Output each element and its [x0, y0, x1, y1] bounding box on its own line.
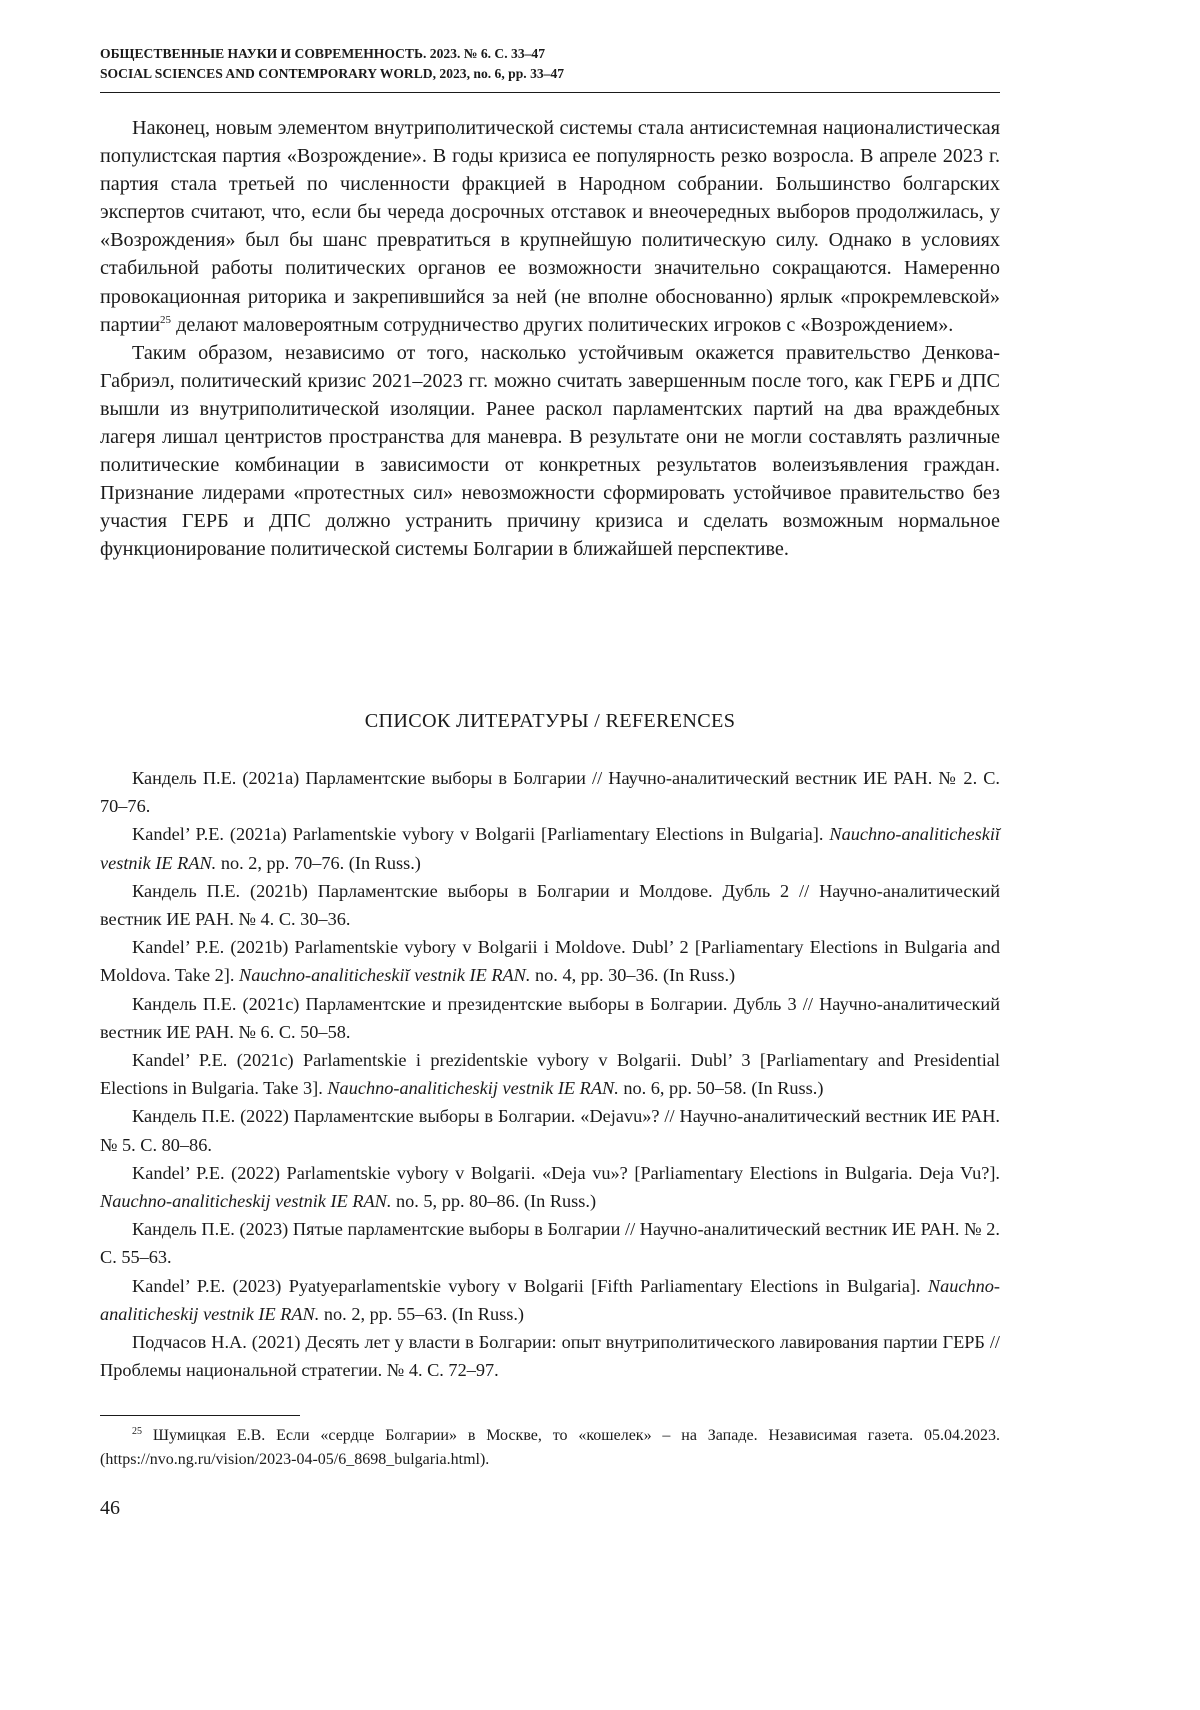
footnote-text: Шумицкая Е.В. Если «сердце Болгарии» в Москве, то «кошелек» – на Западе. Независимая газета. 05.04.2023. (https://nvo.ng.ru/vision/2023-04-05/6_8698_bulgaria.html). — [100, 1427, 1000, 1468]
body-paragraph-1 — [100, 114, 1000, 339]
reference-entry — [100, 820, 1000, 876]
para1-text-b: делают маловероятным сотрудничество других политических игроков с «Возрождением». — [171, 313, 954, 336]
body-paragraph-2: Таким образом, независимо от того, насколько устойчивым окажется правительство Денкова-Габриэл, политический кризис 2021–2023 гг. можно считать завершенным после того, как ГЕРБ и ДПС вышли из внутриполитической изоляции. Ранее раскол парламентских партий на два враждебных лагеря лишал центристов пространства для маневра. В результате они не могли составлять различные политические комбинации в зависимости от конкретных результатов волеизъявления граждан. Признание лидерами «протестных сил» невозможности сформировать устойчивое правительство без участия ГЕРБ и ДПС должно устранить причину кризиса и сделать возможным нормальное функционирование политической системы Болгарии в ближайшей перспективе. — [100, 341, 1000, 561]
reference-text: Kandel’ P.E. (2021b) Parlamentskie vybory v Bolgarii i Moldove. Dubl’ 2 [Parliamentary Elections in Bulgaria and Moldova. Take 2]. — [100, 937, 1000, 986]
running-header — [100, 44, 1000, 84]
article-body — [100, 114, 1000, 564]
footnote-ref[interactable]: 25 — [160, 313, 172, 326]
reference-entry — [100, 1159, 1000, 1215]
reference-journal: Nauchno-analiticheskij vestnik IE RAN. — [100, 1191, 392, 1212]
reference-text: Kandel’ P.E. (2022) Parlamentskie vybory v Bolgarii. «Deja vu»? [Parliamentary Elections in Bulgaria. Deja Vu?]. — [132, 1162, 1000, 1183]
reference-entry — [100, 1272, 1000, 1328]
reference-text: no. 2, pp. 70–76. (In Russ.) — [216, 852, 421, 873]
reference-text: Kandel’ P.E. (2021a) Parlamentskie vybory v Bolgarii [Parliamentary Elections in Bulgaria]. — [132, 824, 830, 845]
footnote-number: 25 — [132, 1426, 142, 1437]
references-list — [100, 764, 1000, 1384]
reference-entry: Кандель П.Е. (2022) Парламентские выборы в Болгарии. «Dejavu»? // Научно-аналитический вестник ИЕ РАН. № 5. С. 80–86. — [100, 1106, 1000, 1155]
references-heading: СПИСОК ЛИТЕРАТУРЫ / REFERENCES — [364, 710, 736, 732]
reference-entry: Кандель П.Е. (2023) Пятые парламентские выборы в Болгарии // Научно-аналитический вестник ИЕ РАН. № 2. С. 55–63. — [100, 1219, 1000, 1268]
reference-text: no. 2, pp. 55–63. (In Russ.) — [319, 1303, 524, 1324]
footnote-rule — [100, 1415, 300, 1416]
reference-journal: Nauchno-analiticheskij vestnik IE RAN. — [327, 1078, 619, 1099]
reference-text: no. 4, pp. 30–36. (In Russ.) — [530, 965, 736, 986]
header-line-en: SOCIAL SCIENCES AND CONTEMPORARY WORLD, 2023, no. 6, pp. 33–47 — [100, 66, 565, 81]
page-number: 46 — [100, 1497, 120, 1519]
reference-entry — [100, 1046, 1000, 1102]
reference-text: no. 6, pp. 50–58. (In Russ.) — [618, 1078, 824, 1099]
reference-text: no. 5, pp. 80–86. (In Russ.) — [391, 1191, 597, 1212]
reference-text: Kandel’ P.E. (2021c) Parlamentskie i prezidentskie vybory v Bolgarii. Dubl’ 3 [Parliamentary and Presidential Elections in Bulgaria. Take 3]. — [100, 1050, 1000, 1099]
reference-journal: Nauchno-analiticheskiĭ vestnik IE RAN. — [100, 824, 1000, 873]
header-line-ru: ОБЩЕСТВЕННЫЕ НАУКИ И СОВРЕМЕННОСТЬ. 2023. № 6. С. 33–47 — [100, 46, 546, 61]
reference-text: Kandel’ P.E. (2023) Pyatyeparlamentskie vybory v Bolgarii [Fifth Parliamentary Elections in Bulgaria]. — [132, 1275, 928, 1296]
reference-entry: Кандель П.Е. (2021b) Парламентские выборы в Болгарии и Молдове. Дубль 2 // Научно-аналитический вестник ИЕ РАН. № 4. С. 30–36. — [100, 880, 1000, 930]
reference-entry — [100, 933, 1000, 989]
para1-text-a: Наконец, новым элементом внутриполитической системы стала антисистемная националистическая популистская партия «Возрождение». В годы кризиса ее популярность резко возросла. В апреле 2023 г. партия стала третьей по численности фракцией в Народном собрании. Большинство болгарских экспертов считают, что, если бы череда досрочных отставок и внеочередных выборов продолжилась, у «Возрождения» был бы шанс превратиться в крупнейшую политическую силу. Однако в условиях стабильной работы политических органов ее возможности значительно сокращаются. Намеренно провокационная риторика и закрепившийся за ней (не вполне обоснованно) ярлык «прокремлевской» партии — [100, 117, 1000, 336]
reference-entry: Кандель П.Е. (2021a) Парламентские выборы в Болгарии // Научно-аналитический вестник ИЕ РАН. № 2. С. 70–76. — [100, 768, 1000, 817]
reference-journal: Nauchno-analiticheskij vestnik IE RAN. — [100, 1275, 1000, 1324]
footnote — [100, 1424, 1000, 1472]
header-rule — [100, 92, 1000, 93]
journal-page — [100, 0, 1000, 1568]
reference-entry: Подчасов Н.А. (2021) Десять лет у власти в Болгарии: опыт внутриполитического лавирования партии ГЕРБ // Проблемы национальной стратегии. № 4. С. 72–97. — [100, 1332, 1000, 1381]
reference-journal: Nauchno-analiticheskiĭ vestnik IE RAN. — [239, 965, 531, 986]
reference-entry: Кандель П.Е. (2021c) Парламентские и президентские выборы в Болгарии. Дубль 3 // Научно-аналитический вестник ИЕ РАН. № 6. С. 50–58. — [100, 993, 1000, 1042]
